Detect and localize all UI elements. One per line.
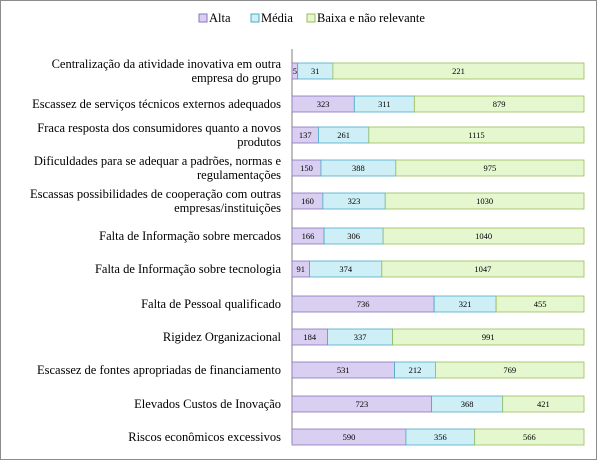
- data-label: 212: [408, 365, 422, 375]
- category-label: empresas/instituições: [174, 201, 281, 215]
- data-label: 261: [337, 130, 351, 140]
- data-label: 388: [352, 163, 365, 173]
- data-label: 323: [316, 99, 330, 109]
- legend-swatch: [251, 14, 259, 22]
- data-label: 374: [339, 264, 353, 274]
- data-label: 31: [311, 66, 320, 76]
- legend-label: Alta: [209, 11, 231, 25]
- data-label: 368: [460, 399, 474, 409]
- category-label: Centralização da atividade inovativa em outra: [51, 57, 281, 71]
- data-label: 311: [378, 99, 391, 109]
- bars: [292, 63, 584, 445]
- data-label: 5: [292, 66, 297, 76]
- category-label: regulamentações: [197, 168, 281, 182]
- data-label: 321: [458, 299, 472, 309]
- data-label: 91: [296, 264, 306, 274]
- legend-label: Média: [261, 11, 293, 25]
- category-label: Dificuldades para se adequar a padrões, normas e: [33, 154, 281, 168]
- data-label: 531: [336, 365, 350, 375]
- category-labels: [30, 57, 281, 444]
- data-label: 566: [522, 432, 536, 442]
- data-label: 184: [303, 332, 317, 342]
- category-label: Escassez de serviços técnicos externos adequados: [32, 97, 281, 111]
- data-label: 221: [452, 66, 465, 76]
- data-label: 337: [353, 332, 367, 342]
- category-label: Falta de Pessoal qualificado: [141, 297, 281, 311]
- category-label: Falta de Informação sobre mercados: [99, 229, 281, 243]
- data-label: 1047: [474, 264, 492, 274]
- stacked-bar-chart: [1, 1, 598, 461]
- data-label: 1115: [468, 130, 485, 140]
- data-label: 975: [483, 163, 497, 173]
- legend-label: Baixa e não relevante: [317, 11, 425, 25]
- category-label: Elevados Custos de Inovação: [134, 397, 281, 411]
- data-label: 166: [301, 231, 315, 241]
- category-label: produtos: [237, 135, 281, 149]
- legend: [199, 11, 425, 25]
- data-label: 160: [301, 196, 314, 206]
- category-label: Falta de Informação sobre tecnologia: [94, 262, 281, 276]
- category-label: Rigidez Organizacional: [162, 330, 281, 344]
- category-label: Escassez de fontes apropriadas de financiamento: [37, 363, 281, 377]
- data-label: 150: [300, 163, 313, 173]
- data-label: 356: [433, 432, 447, 442]
- data-label: 421: [536, 399, 550, 409]
- category-label: Escassas possibilidades de cooperação com outras: [30, 187, 281, 201]
- data-label: 879: [492, 99, 506, 109]
- legend-swatch: [199, 14, 207, 22]
- category-label: empresa do grupo: [191, 71, 281, 85]
- data-label: 1030: [476, 196, 494, 206]
- data-label: 769: [503, 365, 517, 375]
- data-label: 590: [342, 432, 356, 442]
- data-label: 455: [533, 299, 547, 309]
- data-label: 1040: [475, 231, 493, 241]
- legend-swatch: [307, 14, 315, 22]
- data-label: 736: [356, 299, 370, 309]
- data-label: 323: [347, 196, 361, 206]
- data-label: 723: [355, 399, 369, 409]
- category-label: Fraca resposta dos consumidores quanto a novos: [37, 121, 281, 135]
- data-label: 991: [481, 332, 495, 342]
- category-label: Riscos econômicos excessivos: [128, 430, 281, 444]
- data-label: 137: [298, 130, 312, 140]
- data-label: 306: [347, 231, 360, 241]
